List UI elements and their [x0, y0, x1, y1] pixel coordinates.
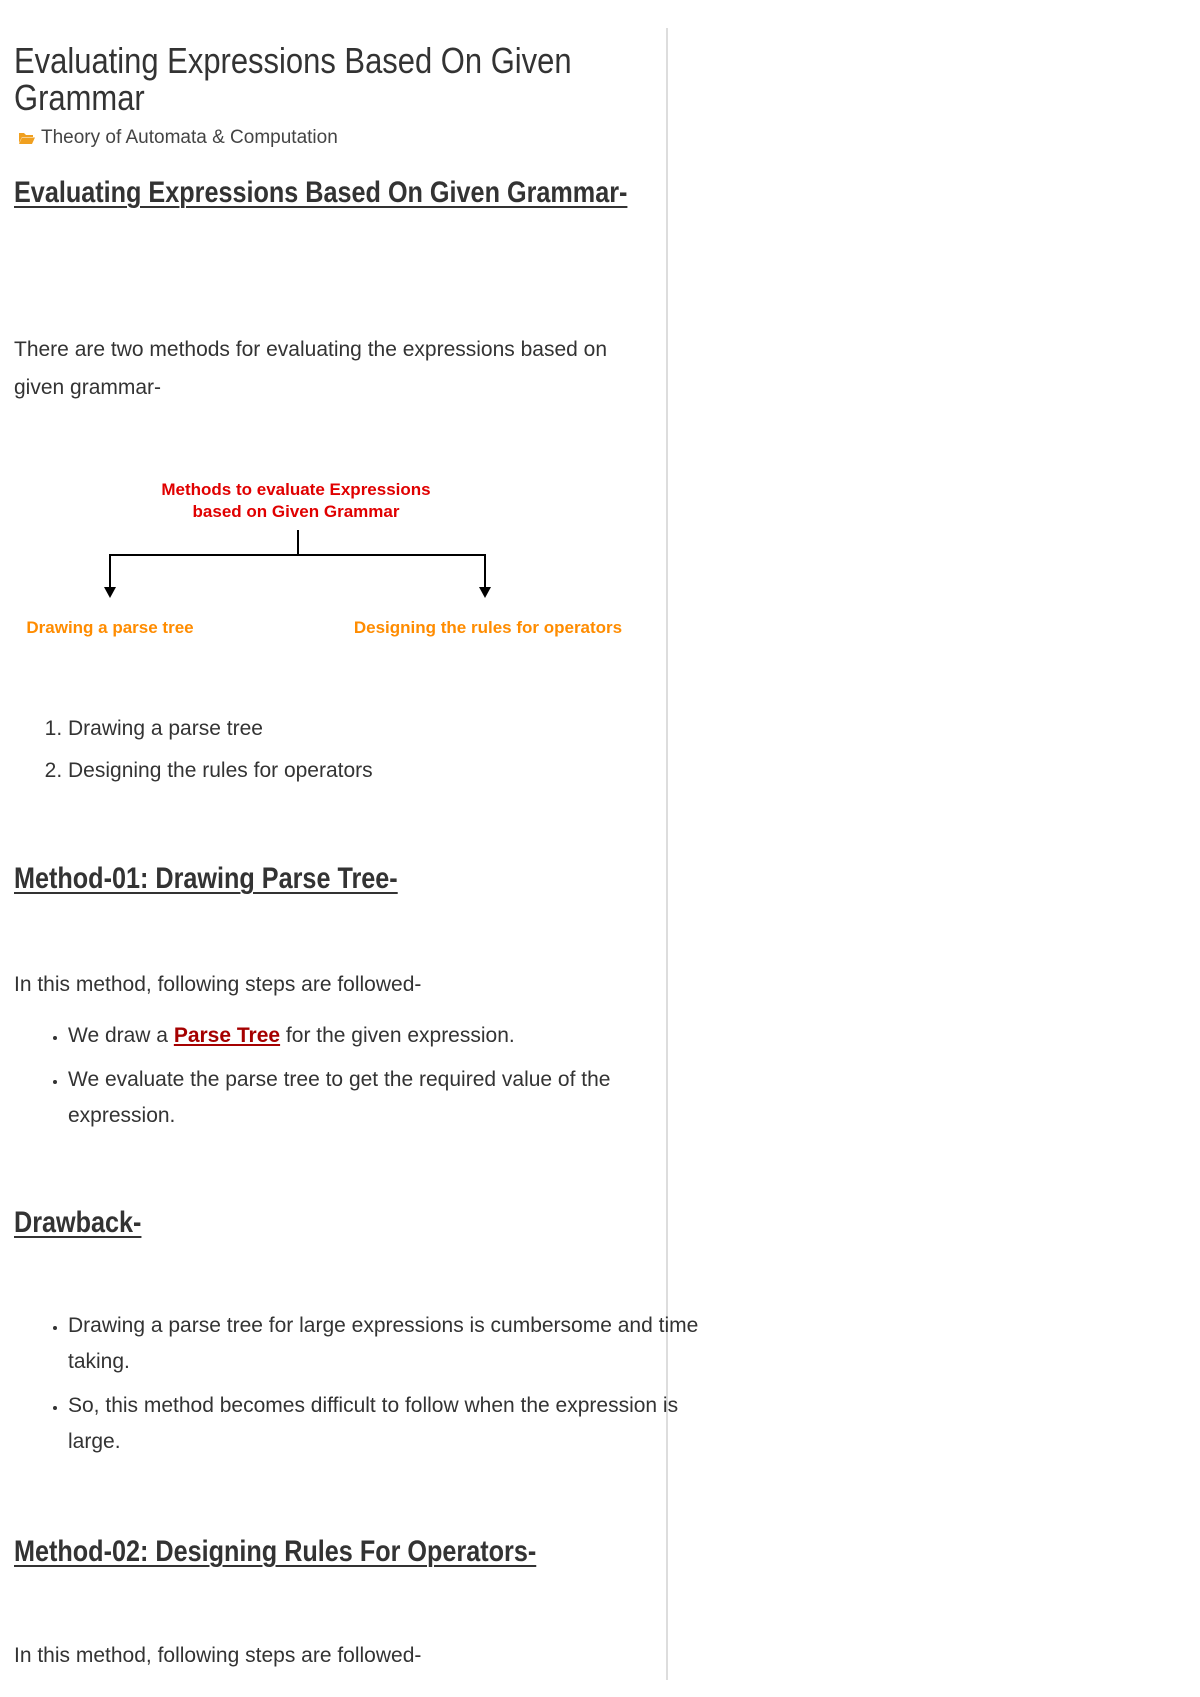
step1-prefix: We draw a [68, 1024, 174, 1047]
drawback-heading: Drawback- [14, 1206, 142, 1239]
list-item: 2. Designing the rules for operators [68, 750, 708, 792]
intro-text: There are two methods for evaluating the expressions based on given grammar- [14, 338, 608, 399]
parse-tree-link[interactable]: Parse Tree [173, 1024, 281, 1047]
list-item: 1. Drawing a parse tree [68, 708, 708, 750]
list-item: • So, this method becomes difficult to follow when the expression is large. [68, 1388, 708, 1460]
drawback-list [14, 1308, 708, 1468]
diagram-left-arrow [104, 587, 116, 598]
diagram-right-arrow [479, 587, 491, 598]
section-heading: Evaluating Expressions Based On Given Grammar- [14, 176, 628, 209]
methods-list [14, 708, 708, 792]
list-item: • Drawing a parse tree for large expressions is cumbersome and time taking. [68, 1308, 708, 1380]
diagram-right-child: Designing the rules for operators [353, 618, 623, 637]
method1-steps [14, 1018, 708, 1142]
step1-suffix: for the given expression. [280, 1024, 515, 1047]
diagram-root-line2: based on Given Grammar [192, 502, 400, 521]
category-link[interactable] [18, 127, 338, 149]
method1-heading: Method-01: Drawing Parse Tree- [14, 862, 398, 895]
diagram-root-line1: Methods to evaluate Expressions [161, 480, 431, 499]
list-item [68, 1018, 708, 1054]
diagram-left-child: Drawing a parse tree [26, 618, 194, 637]
list-item: • We evaluate the parse tree to get the required value of the expression. [68, 1062, 708, 1134]
methods-diagram [0, 470, 660, 650]
folder-open-icon [18, 131, 36, 145]
method2-intro: In this method, following steps are followed- [14, 1644, 422, 1667]
method2-heading: Method-02: Designing Rules For Operators- [14, 1535, 537, 1568]
page-title: Evaluating Expressions Based On Given Grammar [14, 40, 572, 118]
method1-intro: In this method, following steps are followed- [14, 973, 422, 996]
category-label: Theory of Automata & Computation [41, 127, 338, 148]
